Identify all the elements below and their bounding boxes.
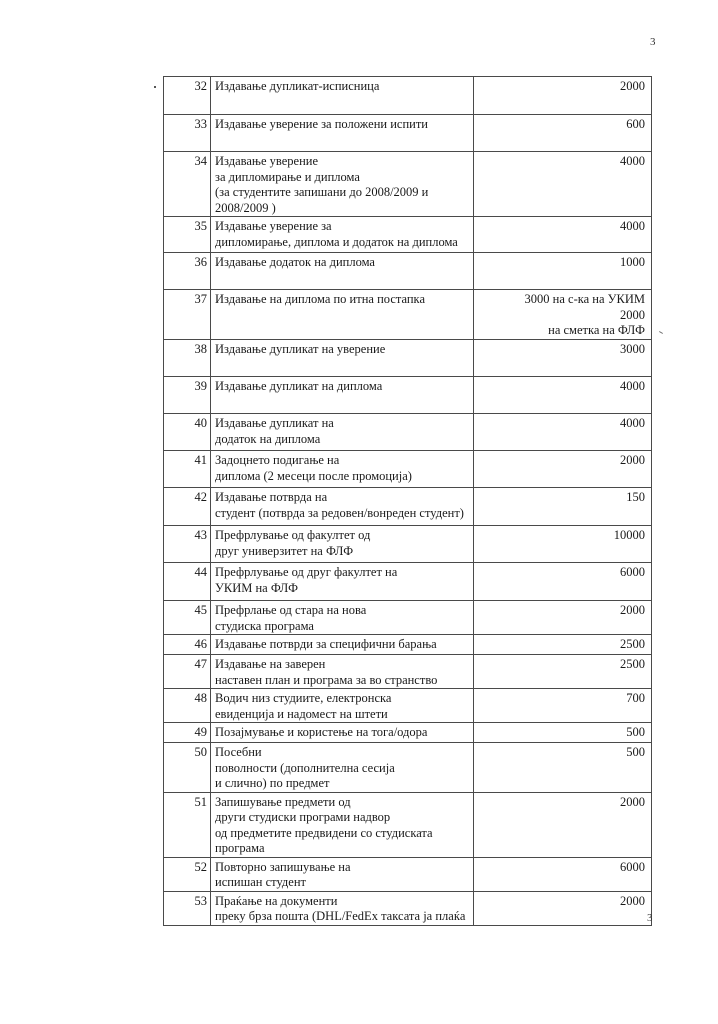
fee-amount: [474, 488, 652, 526]
fees-table-body: [164, 77, 652, 926]
table-row: [164, 488, 652, 526]
fee-amount: [474, 290, 652, 340]
fee-description: Водич низ студиите, електронска евиденција и надомест на штети: [211, 689, 474, 723]
fees-table: [163, 76, 652, 926]
fee-amount: [474, 152, 652, 217]
table-row: [164, 723, 652, 743]
fee-description: Издавање дупликат на додаток на диплома: [211, 414, 474, 451]
fee-description: Префрлување од друг факултет на УКИМ на ФЛФ: [211, 563, 474, 601]
row-number: 43: [164, 526, 211, 563]
table-row: [164, 217, 652, 253]
fee-amount: [474, 563, 652, 601]
fee-amount: [474, 526, 652, 563]
fee-description: Издавање на заверен наставен план и програма за во странство: [211, 655, 474, 689]
fee-amount: [474, 723, 652, 743]
table-row: [164, 655, 652, 689]
fee-amount-line: 2500: [620, 657, 645, 671]
fee-amount-line: 6000: [620, 565, 645, 579]
fee-description: Позајмување и користење на тога/одора: [211, 723, 474, 743]
row-number: 52: [164, 857, 211, 891]
fee-amount: [474, 253, 652, 290]
fee-amount-line: 6000: [620, 859, 645, 874]
fee-amount: [474, 689, 652, 723]
fee-description: Издавање дупликат на уверение: [211, 340, 474, 377]
fee-amount-line: 500: [626, 745, 645, 759]
table-row: [164, 526, 652, 563]
scan-speck: [154, 86, 156, 88]
fee-amount-line: 500: [626, 725, 645, 739]
row-number: 44: [164, 563, 211, 601]
row-number: 47: [164, 655, 211, 689]
page-number-top: 3: [650, 36, 656, 48]
table-row: [164, 563, 652, 601]
fee-amount-line: 600: [626, 117, 645, 131]
row-number: 48: [164, 689, 211, 723]
fee-description: Издавање уверение за дипломирање, диплома и додаток на диплома: [211, 217, 474, 253]
table-row: [164, 77, 652, 115]
table-row: [164, 743, 652, 793]
fee-amount-line: 2000: [620, 453, 645, 467]
table-row: [164, 414, 652, 451]
table-row: [164, 290, 652, 340]
fee-amount-line: 4000: [620, 154, 645, 168]
fee-amount-line: 2000: [620, 603, 645, 617]
fee-amount-line: 3000 на с-ка на УКИМ: [524, 292, 645, 306]
fee-amount-line: 4000: [620, 219, 645, 233]
fee-description: Издавање дупликат-исписница: [211, 77, 474, 115]
fee-amount: [474, 857, 652, 891]
fee-amount: [474, 655, 652, 689]
table-row: [164, 891, 652, 925]
fee-amount-line: 1000: [620, 255, 645, 269]
fee-amount: [474, 891, 652, 925]
fee-description: Издавање потврди за специфични барања: [211, 635, 474, 655]
fee-description: Издавање на диплома по итна постапка: [211, 290, 474, 340]
fee-description: Префрлување од факултет од друг универзитет на ФЛФ: [211, 526, 474, 563]
table-row: [164, 635, 652, 655]
fee-description: Повторно запишување на испишан студент: [211, 857, 474, 891]
row-number: 34: [164, 152, 211, 217]
fee-description: Издавање уверение за положени испити: [211, 115, 474, 152]
page-number-bottom: 3: [647, 912, 653, 924]
row-number: 40: [164, 414, 211, 451]
row-number: 53: [164, 891, 211, 925]
table-row: [164, 601, 652, 635]
table-row: [164, 340, 652, 377]
row-number: 33: [164, 115, 211, 152]
fee-description: Издавање потврда на студент (потврда за редовен/вонреден студент): [211, 488, 474, 526]
row-number: 45: [164, 601, 211, 635]
fee-description: Запишување предмети од други студиски програми надвор од предметите предвидени со студиската програма: [211, 792, 474, 857]
row-number: 39: [164, 377, 211, 414]
table-row: [164, 857, 652, 891]
table-row: [164, 377, 652, 414]
fee-description: Издавање уверение за дипломирање и диплома (за студентите запишани до 2008/2009 и 2008/2009 ): [211, 152, 474, 217]
fee-amount: [474, 217, 652, 253]
row-number: 32: [164, 77, 211, 115]
row-number: 49: [164, 723, 211, 743]
row-number: 38: [164, 340, 211, 377]
fee-description: Посебни поволности (дополнителна сесија и слично) по предмет: [211, 743, 474, 793]
row-number: 42: [164, 488, 211, 526]
row-number: 46: [164, 635, 211, 655]
fee-description: Издавање додаток на диплома: [211, 253, 474, 290]
table-row: [164, 115, 652, 152]
fee-amount-line: 10000: [613, 528, 645, 542]
table-row: [164, 253, 652, 290]
row-number: 50: [164, 743, 211, 793]
fee-amount: [474, 792, 652, 857]
fee-amount: [474, 115, 652, 152]
fee-amount-line: 150: [626, 490, 645, 504]
fee-amount-line: 4000: [620, 379, 645, 393]
fee-amount: [474, 601, 652, 635]
table-row: [164, 689, 652, 723]
fee-description: Задоцнето подигање на диплома (2 месеци после промоција): [211, 451, 474, 488]
scan-speck: [659, 331, 663, 334]
row-number: 51: [164, 792, 211, 857]
fee-amount: [474, 743, 652, 793]
fee-amount-line: 4000: [620, 416, 645, 430]
fee-amount-line: 2000: [620, 794, 645, 809]
fee-amount-line: 2500: [620, 637, 645, 651]
fee-amount: [474, 340, 652, 377]
fee-amount-line: на сметка на ФЛФ: [548, 323, 645, 337]
fee-amount: [474, 414, 652, 451]
table-row: [164, 451, 652, 488]
fee-amount: [474, 377, 652, 414]
fee-amount-line: 2000: [620, 307, 645, 322]
fee-description: Праќање на документи преку брза пошта (DHL/FedEx таксата ја плаќа: [211, 891, 474, 925]
fee-description: Префрлање од стара на нова студиска програма: [211, 601, 474, 635]
fee-amount-line: 3000: [620, 342, 645, 356]
fee-amount-line: 700: [626, 691, 645, 705]
table-row: [164, 152, 652, 217]
fee-description: Издавање дупликат на диплома: [211, 377, 474, 414]
row-number: 35: [164, 217, 211, 253]
fee-amount: [474, 77, 652, 115]
fee-amount: [474, 451, 652, 488]
row-number: 36: [164, 253, 211, 290]
row-number: 37: [164, 290, 211, 340]
fee-amount-line: 2000: [620, 893, 645, 908]
row-number: 41: [164, 451, 211, 488]
table-row: [164, 792, 652, 857]
fee-amount: [474, 635, 652, 655]
fee-amount-line: 2000: [620, 79, 645, 93]
